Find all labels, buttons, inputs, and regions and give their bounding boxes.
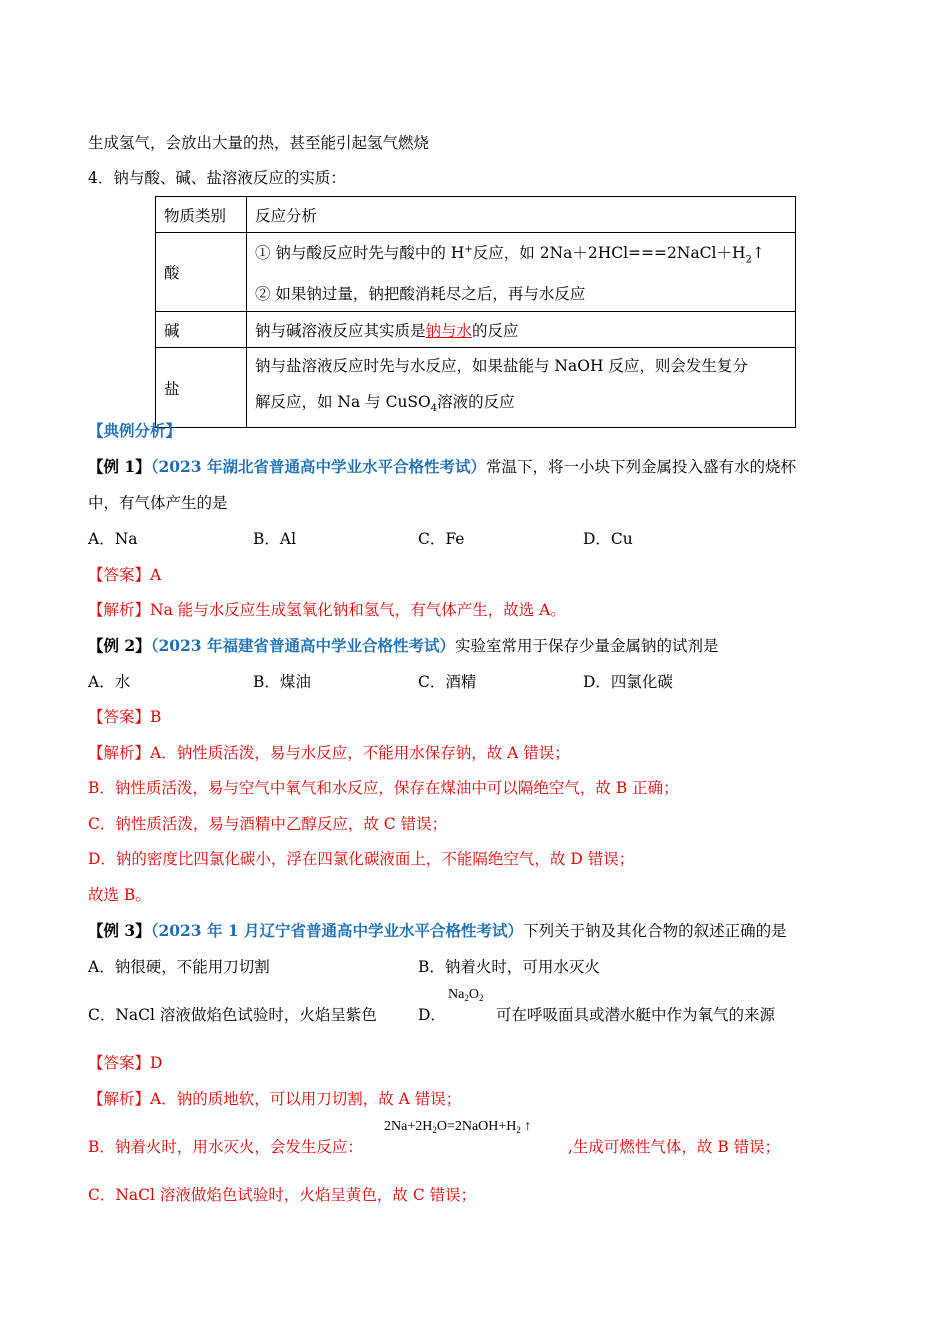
example-3-option-b: B．钠着火时，可用水灭火 bbox=[418, 958, 600, 976]
table-cell-analysis bbox=[247, 348, 796, 428]
example-3-option-d-text: 可在呼吸面具或潜水艇中作为氧气的来源 bbox=[496, 1006, 776, 1024]
example-3-option-d-formula: $Na_2O_2$ bbox=[448, 987, 484, 1003]
example-2-analysis-5: 故选 B。 bbox=[88, 886, 151, 904]
example-3-reaction-formula: $2Na+2H_2O=2NaOH+H_2$ ↑ bbox=[384, 1119, 532, 1135]
paragraph-heading-4: 4．钠与酸、碱、盐溶液反应的实质： bbox=[88, 169, 346, 187]
table-header-analysis: 反应分析 bbox=[247, 197, 796, 233]
paragraph-continuation: 生成氢气，会放出大量的热，甚至能引起氢气燃烧 bbox=[88, 134, 430, 152]
example-2-analysis-2: B．钠性质活泼，易与空气中氧气和水反应，保存在煤油中可以隔绝空气，故 B 正确； bbox=[88, 779, 679, 797]
example-2-option-c: C．酒精 bbox=[418, 673, 477, 691]
example-3-option-d: D． bbox=[418, 1006, 446, 1024]
example-1-option-d: D．Cu bbox=[583, 530, 633, 548]
table-cell-analysis bbox=[247, 233, 796, 312]
example-3-question: 【例 3】（2023 年 1 月辽宁省普通高中学业水平合格性考试）下列关于钠及其化合物的叙述正确的是 bbox=[88, 921, 787, 940]
example-1-answer: 【答案】A bbox=[88, 566, 162, 584]
example-2-analysis-3: C．钠性质活泼，易与酒精中乙醇反应，故 C 错误； bbox=[88, 815, 448, 833]
table-row-salt bbox=[156, 348, 796, 428]
table-cell-category: 酸 bbox=[156, 233, 247, 312]
example-3-answer: 【答案】D bbox=[88, 1054, 163, 1072]
example-3-analysis-1: 【解析】A．钠的质地软，可以用刀切割，故 A 错误； bbox=[88, 1090, 462, 1108]
table-cell-category: 碱 bbox=[156, 312, 247, 348]
salt-line-1: 钠与盐溶液反应时先与水反应，如果盐能与 NaOH 反应，则会发生复分 bbox=[255, 357, 748, 376]
example-2-option-b: B．煤油 bbox=[253, 673, 311, 691]
example-3-analysis-2: B．钠着火时，用水灭火，会发生反应： bbox=[88, 1138, 363, 1156]
example-2-answer: 【答案】B bbox=[88, 708, 162, 726]
example-1-analysis: 【解析】Na 能与水反应生成氢氧化钠和氢气，有气体产生，故选 A。 bbox=[88, 601, 566, 619]
table-cell-analysis: 钠与碱溶液反应其实质是钠与水的反应 bbox=[247, 312, 796, 348]
example-2-analysis-4: D．钠的密度比四氯化碳小，浮在四氯化碳液面上，不能隔绝空气，故 D 错误； bbox=[88, 850, 635, 868]
reaction-table bbox=[155, 196, 796, 428]
example-3-analysis-3: C．NaCl 溶液做焰色试验时，火焰呈黄色，故 C 错误； bbox=[88, 1186, 477, 1204]
example-1-option-c: C．Fe bbox=[418, 530, 465, 548]
example-2-question: 【例 2】（2023 年福建省普通高中学业合格性考试）实验室常用于保存少量金属钠的试剂是 bbox=[88, 636, 719, 655]
table-row-acid bbox=[156, 233, 796, 312]
table-header-category: 物质类别 bbox=[156, 197, 247, 233]
example-1-option-a: A．Na bbox=[88, 530, 138, 548]
section-title: 【典例分析】 bbox=[88, 421, 182, 440]
table-header-row bbox=[156, 197, 796, 233]
example-1-question-cont: 中，有气体产生的是 bbox=[88, 494, 228, 512]
example-2-analysis-1: 【解析】A．钠性质活泼，易与水反应，不能用水保存钠，故 A 错误； bbox=[88, 744, 570, 762]
acid-line-2: ② 如果钠过量，钠把酸消耗尽之后，再与水反应 bbox=[255, 285, 586, 304]
example-1-option-b: B．Al bbox=[253, 530, 297, 548]
table-cell-category: 盐 bbox=[156, 348, 247, 428]
acid-line-1: ① 钠与酸反应时先与酸中的 H+反应，如 $2Na+2HCl===2NaCl+H_2↑$ bbox=[255, 244, 765, 266]
table-row-base bbox=[156, 312, 796, 348]
example-3-option-a: A．钠很硬，不能用刀切割 bbox=[88, 958, 270, 976]
example-3-analysis-2-cont: ,生成可燃性气体，故 B 错误； bbox=[568, 1138, 781, 1156]
salt-line-2: 解反应，如 Na 与 CuSO$_4$溶液的反应 bbox=[255, 393, 515, 415]
example-2-option-d: D．四氯化碳 bbox=[583, 673, 673, 691]
example-2-option-a: A．水 bbox=[88, 673, 131, 691]
example-3-option-c: C．NaCl 溶液做焰色试验时，火焰呈紫色 bbox=[88, 1006, 377, 1024]
underlined-answer: 钠与水 bbox=[425, 321, 473, 340]
example-1-question: 【例 1】（2023 年湖北省普通高中学业水平合格性考试）常温下，将一小块下列金属投入盛有水的烧杯 bbox=[88, 457, 796, 476]
